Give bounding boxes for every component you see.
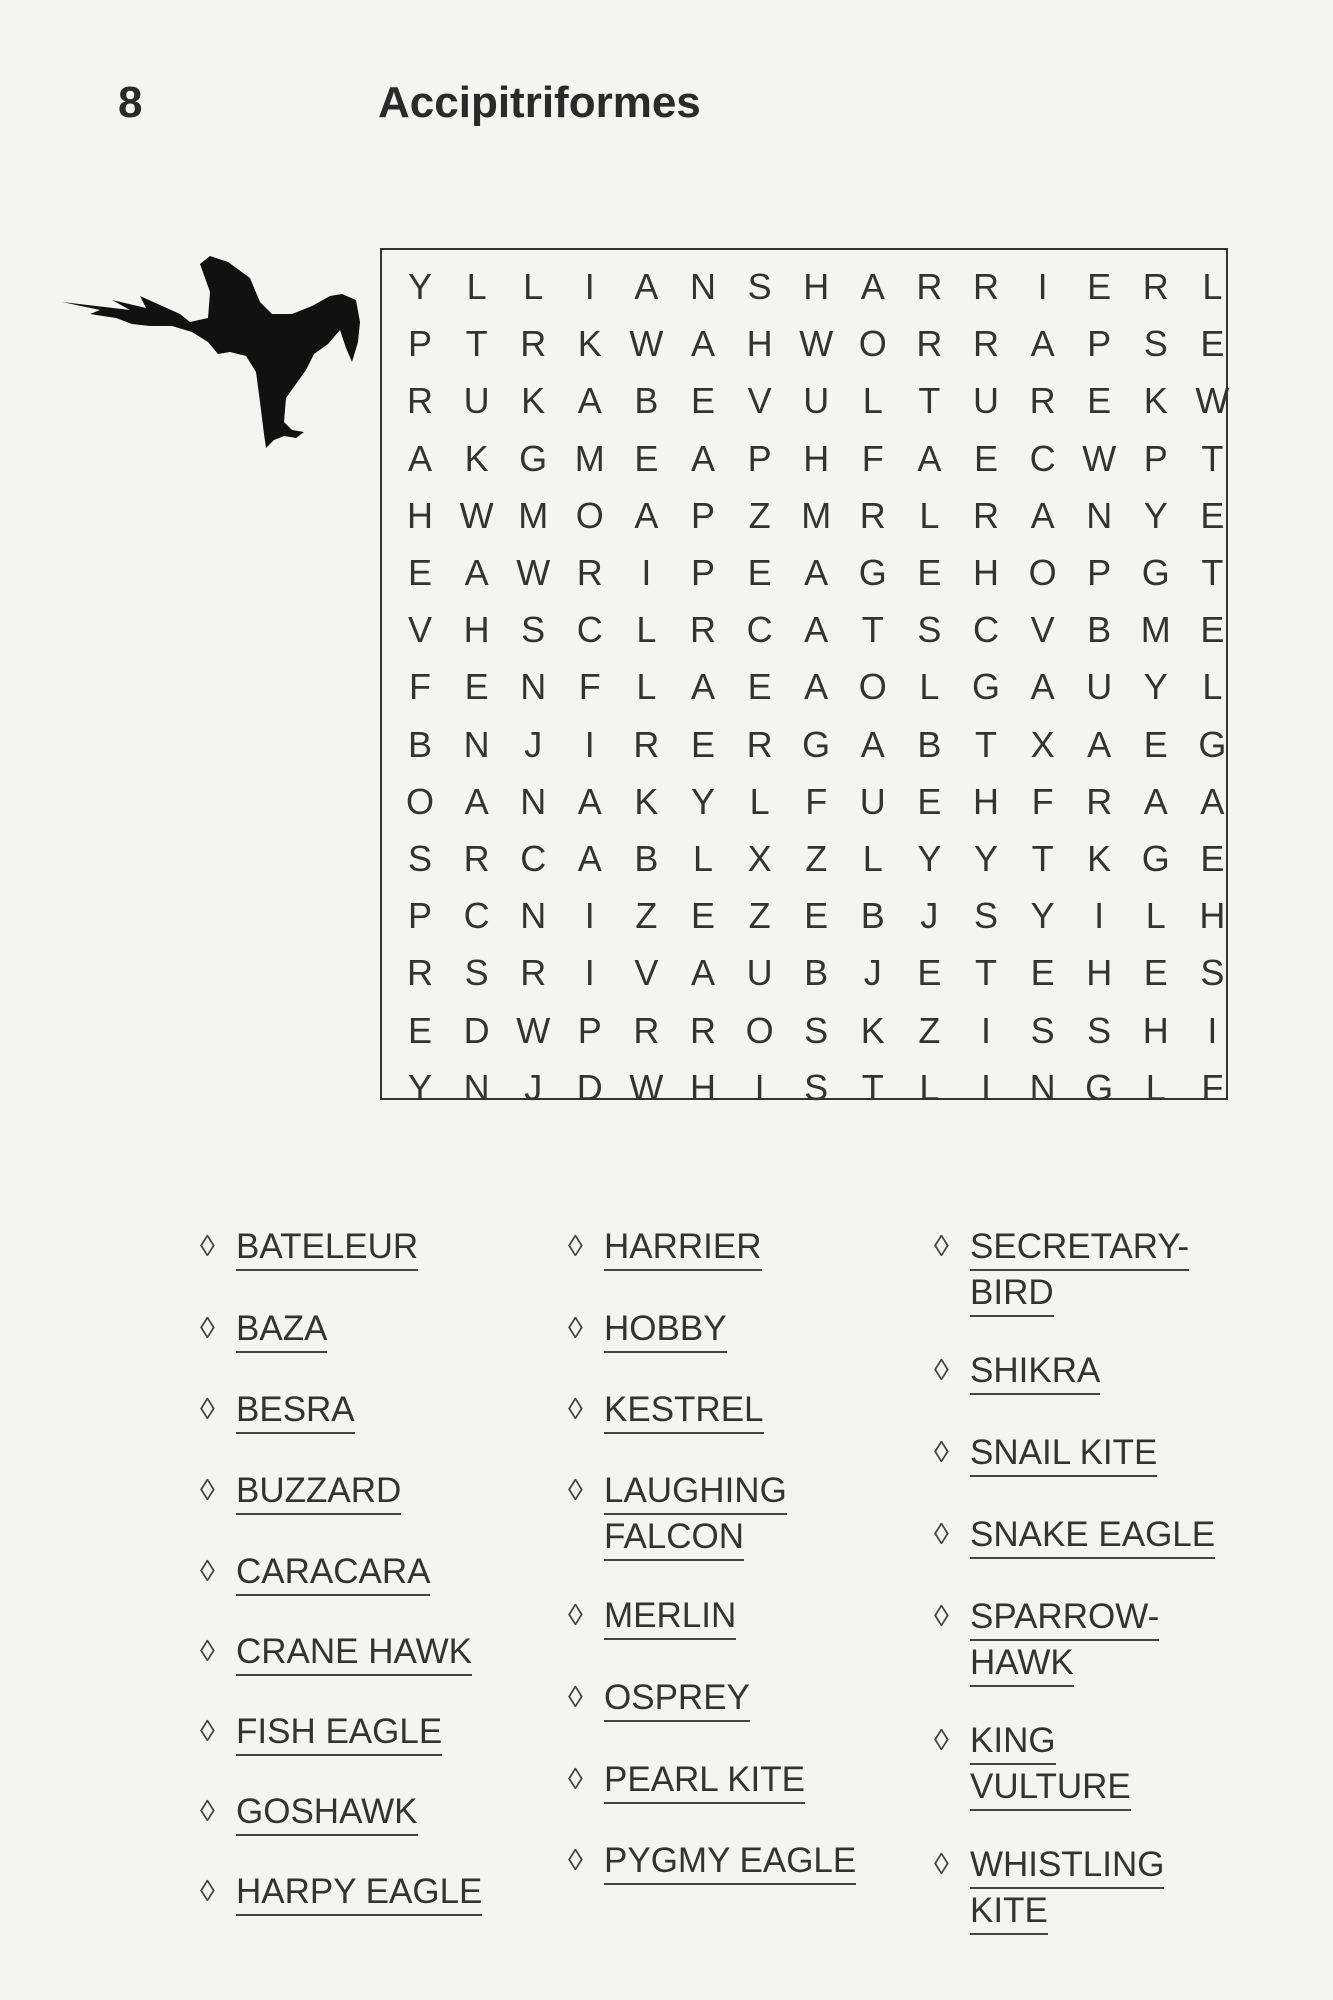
grid-letter: A bbox=[464, 552, 489, 593]
grid-letter: P bbox=[690, 494, 715, 536]
grid-letter: D bbox=[576, 1066, 603, 1108]
grid-letter: K bbox=[634, 780, 659, 822]
grid-letter: W bbox=[799, 323, 834, 365]
grid-letter: C bbox=[973, 609, 999, 651]
grid-letter: R bbox=[973, 494, 999, 536]
grid-letter: W bbox=[459, 494, 494, 536]
grid-letter: F bbox=[861, 437, 884, 479]
word-text-line: GOSHAWK bbox=[236, 1790, 418, 1836]
grid-letter: K bbox=[1143, 380, 1168, 422]
grid-letter: Z bbox=[748, 494, 771, 536]
grid-letter: L bbox=[1145, 1066, 1166, 1108]
grid-letter: K bbox=[464, 437, 489, 479]
diamond-bullet-icon: ◊ bbox=[934, 1848, 949, 1881]
grid-letter: T bbox=[1201, 437, 1224, 479]
diamond-bullet-icon: ◊ bbox=[568, 1474, 583, 1507]
grid-letter: A bbox=[1087, 723, 1112, 765]
grid-letter: A bbox=[1030, 494, 1055, 536]
grid-letter: R bbox=[690, 1009, 716, 1051]
grid-letter: K bbox=[577, 323, 602, 365]
grid-row bbox=[392, 658, 1223, 715]
grid-letter: N bbox=[463, 723, 490, 765]
grid-letter: S bbox=[521, 609, 546, 651]
grid-letter: E bbox=[464, 666, 489, 708]
grid-letter: U bbox=[803, 380, 830, 422]
grid-letter: A bbox=[634, 266, 659, 307]
grid-letter: G bbox=[1141, 838, 1170, 879]
word-text-line: KITE bbox=[970, 1889, 1048, 1935]
grid-letter: E bbox=[407, 1009, 432, 1051]
grid-letter: E bbox=[747, 666, 772, 708]
grid-letter: J bbox=[524, 723, 543, 765]
word-text-line: CARACARA bbox=[236, 1550, 430, 1596]
grid-letter: N bbox=[1029, 1066, 1056, 1108]
grid-letter: W bbox=[516, 1009, 551, 1051]
grid-letter: E bbox=[917, 952, 942, 994]
word-text-line: BATELEUR bbox=[236, 1225, 418, 1271]
word-text-line: SNAIL KITE bbox=[970, 1431, 1157, 1477]
grid-letter: N bbox=[1086, 494, 1113, 536]
grid-letter: L bbox=[636, 609, 657, 651]
grid-letter: E bbox=[690, 723, 715, 765]
grid-letter: N bbox=[463, 1066, 490, 1108]
grid-letter: U bbox=[746, 952, 773, 994]
grid-letter: I bbox=[1037, 266, 1048, 307]
grid-letter: H bbox=[973, 552, 999, 593]
page-title: Accipitriformes bbox=[378, 78, 701, 127]
grid-letter: U bbox=[859, 780, 886, 822]
grid-letter: U bbox=[973, 380, 999, 422]
grid-letter: R bbox=[916, 323, 943, 365]
grid-letter: E bbox=[1087, 380, 1112, 422]
word-text-line: HAWK bbox=[970, 1641, 1074, 1687]
word-text-line: BESRA bbox=[236, 1388, 355, 1434]
grid-letter: A bbox=[1030, 666, 1055, 708]
grid-letter: X bbox=[1030, 723, 1055, 765]
grid-letter: E bbox=[804, 895, 829, 937]
grid-letter: H bbox=[1086, 952, 1113, 994]
grid-letter: S bbox=[973, 895, 998, 937]
grid-letter: M bbox=[518, 494, 549, 536]
grid-letter: V bbox=[747, 380, 772, 422]
grid-letter: R bbox=[973, 266, 999, 307]
grid-letter: O bbox=[858, 666, 887, 708]
grid-letter: E bbox=[747, 552, 772, 593]
grid-letter: M bbox=[801, 494, 832, 536]
grid-letter: W bbox=[516, 552, 551, 593]
grid-letter: H bbox=[407, 494, 433, 536]
grid-letter: K bbox=[860, 1009, 885, 1051]
grid-letter: S bbox=[747, 266, 772, 307]
grid-letter: J bbox=[920, 895, 939, 937]
grid-letter: K bbox=[1087, 838, 1112, 879]
diamond-bullet-icon: ◊ bbox=[200, 1393, 215, 1426]
grid-letter: H bbox=[463, 609, 490, 651]
grid-letter: E bbox=[690, 895, 715, 937]
grid-letter: U bbox=[463, 380, 490, 422]
diamond-bullet-icon: ◊ bbox=[934, 1436, 949, 1469]
word-text-line: BIRD bbox=[970, 1271, 1054, 1317]
word-text-line: KESTREL bbox=[604, 1388, 764, 1434]
grid-letter: A bbox=[804, 666, 829, 708]
grid-letter: R bbox=[1029, 380, 1056, 422]
grid-letter: Z bbox=[748, 895, 771, 937]
grid-letter: F bbox=[1201, 1066, 1224, 1108]
grid-letter: L bbox=[1202, 666, 1223, 708]
grid-letter: N bbox=[520, 780, 547, 822]
grid-letter: R bbox=[407, 952, 433, 994]
grid-letter: A bbox=[577, 780, 602, 822]
diamond-bullet-icon: ◊ bbox=[568, 1393, 583, 1426]
grid-letter: I bbox=[754, 1066, 765, 1108]
grid-letter: E bbox=[1200, 494, 1225, 536]
word-text-line: PEARL KITE bbox=[604, 1758, 805, 1804]
grid-letter: R bbox=[633, 723, 660, 765]
grid-row bbox=[392, 601, 1225, 658]
grid-letter: B bbox=[407, 723, 432, 765]
grid-letter: H bbox=[973, 780, 999, 822]
grid-letter: Y bbox=[1030, 895, 1055, 937]
grid-letter: U bbox=[1086, 666, 1113, 708]
grid-letter: D bbox=[463, 1009, 490, 1051]
grid-letter: H bbox=[690, 1066, 716, 1108]
grid-letter: Y bbox=[1143, 494, 1168, 536]
grid-row bbox=[392, 544, 1224, 601]
word-text-line: BAZA bbox=[236, 1307, 327, 1353]
grid-row bbox=[392, 372, 1230, 429]
grid-letter: E bbox=[690, 380, 715, 422]
grid-letter: Y bbox=[917, 838, 942, 879]
grid-letter: W bbox=[629, 323, 664, 365]
diamond-bullet-icon: ◊ bbox=[568, 1763, 583, 1796]
grid-row bbox=[392, 830, 1225, 887]
grid-letter: Y bbox=[407, 1066, 432, 1108]
grid-letter: S bbox=[407, 838, 432, 879]
grid-letter: A bbox=[804, 609, 829, 651]
grid-row bbox=[392, 716, 1227, 773]
grid-letter: P bbox=[747, 437, 772, 479]
word-text-line: VULTURE bbox=[970, 1765, 1131, 1811]
grid-letter: O bbox=[575, 494, 604, 536]
grid-letter: R bbox=[916, 266, 943, 307]
grid-row bbox=[392, 773, 1225, 830]
grid-letter: L bbox=[919, 666, 940, 708]
grid-letter: S bbox=[804, 1066, 829, 1108]
grid-letter: E bbox=[1030, 952, 1055, 994]
grid-letter: R bbox=[859, 494, 886, 536]
grid-letter: C bbox=[1029, 437, 1056, 479]
word-text-line: CRANE HAWK bbox=[236, 1630, 472, 1676]
grid-letter: H bbox=[1199, 895, 1226, 937]
word-text-line: LAUGHING bbox=[604, 1469, 787, 1515]
grid-letter: R bbox=[1086, 780, 1113, 822]
grid-letter: X bbox=[747, 838, 772, 879]
grid-letter: B bbox=[634, 380, 659, 422]
word-text-line: FALCON bbox=[604, 1515, 744, 1561]
grid-letter: L bbox=[692, 838, 714, 879]
diamond-bullet-icon: ◊ bbox=[568, 1681, 583, 1714]
grid-letter: T bbox=[1031, 838, 1054, 879]
grid-letter: Y bbox=[1143, 666, 1168, 708]
grid-letter: E bbox=[917, 552, 942, 593]
diamond-bullet-icon: ◊ bbox=[568, 1599, 583, 1632]
eagle-silhouette-icon bbox=[60, 252, 370, 462]
grid-letter: K bbox=[521, 380, 546, 422]
diamond-bullet-icon: ◊ bbox=[934, 1354, 949, 1387]
grid-letter: Y bbox=[973, 838, 998, 879]
word-text-line: MERLIN bbox=[604, 1594, 736, 1640]
diamond-bullet-icon: ◊ bbox=[200, 1635, 215, 1668]
diamond-bullet-icon: ◊ bbox=[934, 1724, 949, 1757]
diamond-bullet-icon: ◊ bbox=[568, 1844, 583, 1877]
grid-letter: T bbox=[861, 1066, 884, 1108]
grid-letter: A bbox=[690, 952, 715, 994]
grid-letter: R bbox=[576, 552, 603, 593]
grid-letter: E bbox=[407, 552, 432, 593]
grid-letter: T bbox=[918, 380, 941, 422]
grid-letter: I bbox=[584, 952, 595, 994]
grid-letter: T bbox=[465, 323, 488, 365]
grid-letter: R bbox=[1142, 266, 1169, 307]
grid-letter: A bbox=[1030, 323, 1055, 365]
grid-letter: L bbox=[523, 266, 544, 307]
grid-letter: P bbox=[1087, 323, 1112, 365]
grid-letter: Z bbox=[635, 895, 658, 937]
grid-letter: R bbox=[633, 1009, 660, 1051]
grid-letter: A bbox=[690, 437, 715, 479]
grid-letter: A bbox=[577, 380, 602, 422]
grid-letter: A bbox=[1143, 780, 1168, 822]
grid-letter: B bbox=[1087, 609, 1112, 651]
word-text-line: OSPREY bbox=[604, 1676, 750, 1722]
word-text-line: HOBBY bbox=[604, 1307, 727, 1353]
diamond-bullet-icon: ◊ bbox=[200, 1715, 215, 1748]
diamond-bullet-icon: ◊ bbox=[200, 1312, 215, 1345]
grid-letter: G bbox=[1085, 1066, 1114, 1108]
diamond-bullet-icon: ◊ bbox=[200, 1555, 215, 1588]
grid-letter: B bbox=[860, 895, 885, 937]
grid-letter: P bbox=[1087, 552, 1112, 593]
diamond-bullet-icon: ◊ bbox=[568, 1312, 583, 1345]
grid-letter: G bbox=[1198, 723, 1227, 765]
grid-letter: O bbox=[1028, 552, 1057, 593]
grid-letter: B bbox=[804, 952, 829, 994]
word-text-line: SNAKE EAGLE bbox=[970, 1513, 1215, 1559]
grid-letter: S bbox=[804, 1009, 829, 1051]
grid-letter: V bbox=[634, 952, 659, 994]
diamond-bullet-icon: ◊ bbox=[934, 1230, 949, 1263]
word-text-line: HARRIER bbox=[604, 1225, 762, 1271]
grid-letter: L bbox=[636, 666, 657, 708]
grid-letter: R bbox=[690, 609, 716, 651]
grid-letter: S bbox=[1087, 1009, 1112, 1051]
grid-letter: L bbox=[749, 780, 770, 822]
grid-letter: A bbox=[1200, 780, 1225, 822]
word-text-line: PYGMY EAGLE bbox=[604, 1839, 856, 1885]
grid-row bbox=[392, 258, 1223, 315]
grid-row bbox=[392, 487, 1225, 544]
grid-letter: Z bbox=[918, 1009, 941, 1051]
diamond-bullet-icon: ◊ bbox=[200, 1875, 215, 1908]
grid-letter: E bbox=[917, 780, 942, 822]
grid-letter: T bbox=[861, 609, 884, 651]
grid-letter: A bbox=[917, 437, 942, 479]
word-search-grid bbox=[380, 248, 1230, 1108]
grid-letter: G bbox=[858, 552, 887, 593]
grid-letter: P bbox=[407, 895, 432, 937]
grid-letter: A bbox=[860, 723, 885, 765]
grid-row bbox=[392, 1059, 1224, 1116]
grid-letter: S bbox=[1143, 323, 1168, 365]
grid-letter: F bbox=[1031, 780, 1054, 822]
grid-letter: S bbox=[1200, 952, 1225, 994]
diamond-bullet-icon: ◊ bbox=[934, 1600, 949, 1633]
grid-letter: E bbox=[1087, 266, 1112, 307]
grid-letter: R bbox=[520, 952, 547, 994]
grid-letter: B bbox=[917, 723, 942, 765]
word-text-line: SHIKRA bbox=[970, 1349, 1100, 1395]
grid-letter: L bbox=[1145, 895, 1166, 937]
grid-letter: F bbox=[409, 666, 431, 708]
grid-letter: I bbox=[584, 723, 595, 765]
grid-letter: S bbox=[1030, 1009, 1055, 1051]
grid-letter: F bbox=[578, 666, 601, 708]
grid-letter: B bbox=[634, 838, 659, 879]
grid-letter: G bbox=[971, 666, 1000, 708]
diamond-bullet-icon: ◊ bbox=[200, 1474, 215, 1507]
grid-letter: G bbox=[1141, 552, 1170, 593]
grid-letter: T bbox=[975, 952, 997, 994]
grid-letter: W bbox=[1195, 380, 1230, 422]
grid-letter: P bbox=[690, 552, 715, 593]
page-number: 8 bbox=[118, 78, 143, 127]
grid-letter: V bbox=[1030, 609, 1055, 651]
grid-letter: I bbox=[641, 552, 652, 593]
grid-letter: H bbox=[803, 266, 830, 307]
grid-letter: E bbox=[1143, 952, 1168, 994]
grid-letter: T bbox=[975, 723, 997, 765]
grid-letter: H bbox=[746, 323, 773, 365]
grid-letter: R bbox=[746, 723, 773, 765]
word-text-line: HARPY EAGLE bbox=[236, 1870, 482, 1916]
grid-letter: J bbox=[863, 952, 882, 994]
grid-letter: R bbox=[407, 380, 433, 422]
grid-letter: W bbox=[1082, 437, 1117, 479]
word-text-line: KING bbox=[970, 1719, 1056, 1765]
grid-letter: I bbox=[980, 1066, 991, 1108]
word-text-line: SECRETARY- bbox=[970, 1225, 1189, 1271]
grid-row bbox=[392, 944, 1225, 1001]
grid-letter: I bbox=[1207, 1009, 1218, 1051]
grid-letter: V bbox=[407, 609, 432, 651]
grid-letter: E bbox=[1200, 609, 1225, 651]
grid-letter: A bbox=[464, 780, 489, 822]
grid-letter: A bbox=[407, 437, 432, 479]
grid-letter: A bbox=[804, 552, 829, 593]
grid-letter: S bbox=[917, 609, 942, 651]
grid-letter: E bbox=[973, 437, 998, 479]
grid-letter: R bbox=[520, 323, 547, 365]
grid-letter: M bbox=[574, 437, 605, 479]
grid-letter: N bbox=[520, 666, 547, 708]
word-text-line: SPARROW- bbox=[970, 1595, 1159, 1641]
grid-letter: J bbox=[524, 1066, 543, 1108]
grid-row bbox=[392, 315, 1225, 372]
word-text-line: BUZZARD bbox=[236, 1469, 401, 1515]
grid-letter: R bbox=[973, 323, 999, 365]
grid-letter: O bbox=[405, 780, 434, 822]
grid-letter: A bbox=[690, 323, 715, 365]
grid-letter: M bbox=[1140, 609, 1171, 651]
grid-letter: N bbox=[520, 895, 547, 937]
grid-letter: I bbox=[980, 1009, 991, 1051]
grid-letter: P bbox=[1143, 437, 1168, 479]
grid-letter: O bbox=[858, 323, 887, 365]
grid-letter: R bbox=[463, 838, 490, 879]
grid-letter: E bbox=[1200, 838, 1225, 879]
grid-letter: A bbox=[634, 494, 659, 536]
grid-letter: Z bbox=[805, 838, 828, 879]
grid-letter: L bbox=[862, 838, 883, 879]
grid-letter: C bbox=[520, 838, 547, 879]
grid-letter: E bbox=[634, 437, 659, 479]
grid-letter: W bbox=[629, 1066, 664, 1108]
grid-letter: L bbox=[919, 494, 940, 536]
grid-letter: E bbox=[1143, 723, 1168, 765]
grid-letter: G bbox=[519, 437, 548, 479]
grid-letter: Y bbox=[690, 780, 715, 822]
grid-letter: A bbox=[690, 666, 715, 708]
word-text-line: WHISTLING bbox=[970, 1843, 1164, 1889]
grid-letter: L bbox=[919, 1066, 940, 1108]
grid-letter: G bbox=[802, 723, 831, 765]
grid-letter: A bbox=[860, 266, 885, 307]
grid-letter: C bbox=[463, 895, 490, 937]
grid-letter: C bbox=[576, 609, 603, 651]
grid-letter: A bbox=[577, 838, 602, 879]
grid-letter: F bbox=[805, 780, 828, 822]
grid-letter: C bbox=[746, 609, 773, 651]
grid-letter: E bbox=[1200, 323, 1225, 365]
grid-letter: I bbox=[1094, 895, 1105, 937]
diamond-bullet-icon: ◊ bbox=[200, 1230, 215, 1263]
grid-letter: I bbox=[584, 266, 595, 307]
grid-letter: L bbox=[1202, 266, 1223, 307]
grid-row bbox=[392, 1002, 1218, 1059]
grid-letter: Y bbox=[407, 266, 432, 307]
grid-letter: P bbox=[407, 323, 432, 365]
diamond-bullet-icon: ◊ bbox=[568, 1230, 583, 1263]
grid-letter: N bbox=[690, 266, 716, 307]
word-text-line: FISH EAGLE bbox=[236, 1710, 442, 1756]
grid-letter: T bbox=[1201, 552, 1224, 593]
grid-letter: L bbox=[862, 380, 883, 422]
grid-letter: H bbox=[1142, 1009, 1169, 1051]
grid-letter: S bbox=[464, 952, 489, 994]
grid-letter: L bbox=[466, 266, 487, 307]
grid-letter: I bbox=[584, 895, 595, 937]
grid-letter: O bbox=[745, 1009, 774, 1051]
grid-letter: H bbox=[803, 437, 830, 479]
diamond-bullet-icon: ◊ bbox=[934, 1518, 949, 1551]
grid-row bbox=[392, 887, 1226, 944]
diamond-bullet-icon: ◊ bbox=[200, 1795, 215, 1828]
grid-letter: P bbox=[577, 1009, 602, 1051]
grid-row bbox=[392, 430, 1224, 487]
